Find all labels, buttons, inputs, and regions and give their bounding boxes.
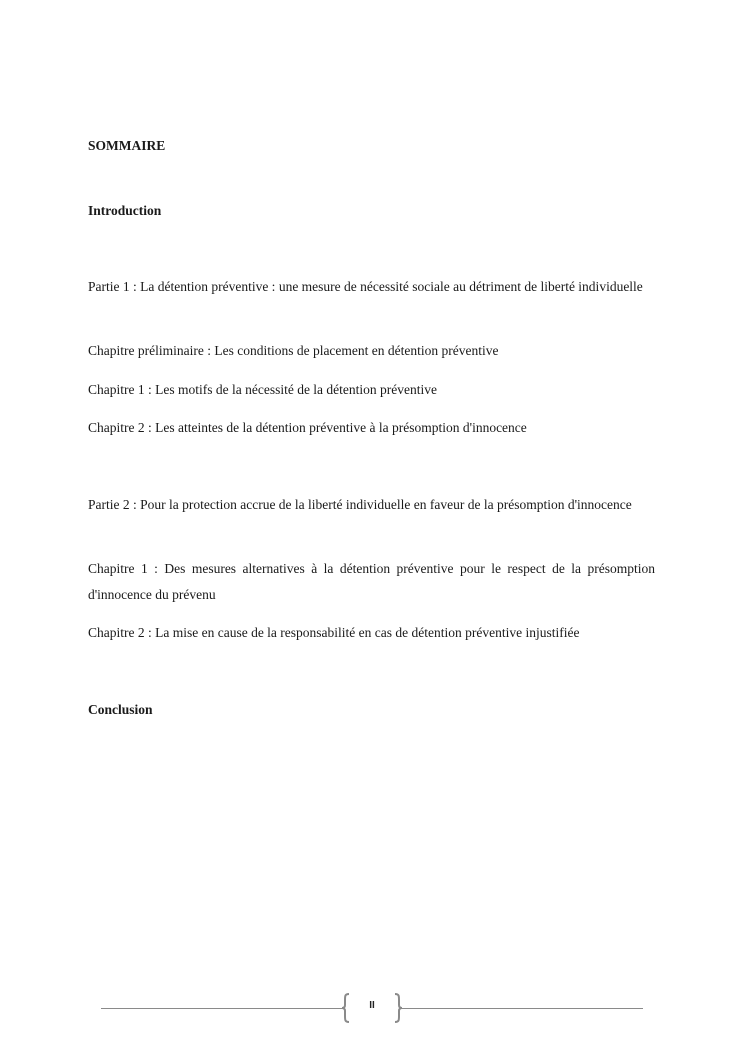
toc-part-1-chapter-2: Chapitre 2 : Les atteintes de la détention préventive à la présomption d'innocence (88, 420, 527, 435)
toc-part-1-chapter-1: Chapitre 1 : Les motifs de la nécessité de la détention préventive (88, 382, 438, 397)
page-footer (0, 990, 744, 1026)
toc-part-1-heading: Partie 1 : La détention préventive : une mesure de nécessité sociale au détriment de liberté individuelle (88, 279, 643, 294)
footer-rule-right (401, 1008, 643, 1009)
toc-part-2-heading: Partie 2 : Pour la protection accrue de la liberté individuelle en faveur de la présomption d'innocence (88, 497, 632, 512)
toc-conclusion: Conclusion (88, 702, 153, 717)
toc-part-2-chapter-2: Chapitre 2 : La mise en cause de la responsabilité en cas de détention préventive injustifiée (88, 625, 580, 640)
toc-part-2-chapter-1: Chapitre 1 : Des mesures alternatives à la détention préventive pour le respect de la présomption d'innocence du prévenu (88, 561, 655, 602)
page-number: II (369, 1000, 375, 1011)
toc-part-1-chapter-preliminary: Chapitre préliminaire : Les conditions de placement en détention préventive (88, 343, 499, 358)
toc-introduction: Introduction (88, 203, 162, 218)
left-bracket-icon (340, 992, 352, 1024)
page-title: SOMMAIRE (88, 138, 166, 153)
footer-rule-left (101, 1008, 344, 1009)
